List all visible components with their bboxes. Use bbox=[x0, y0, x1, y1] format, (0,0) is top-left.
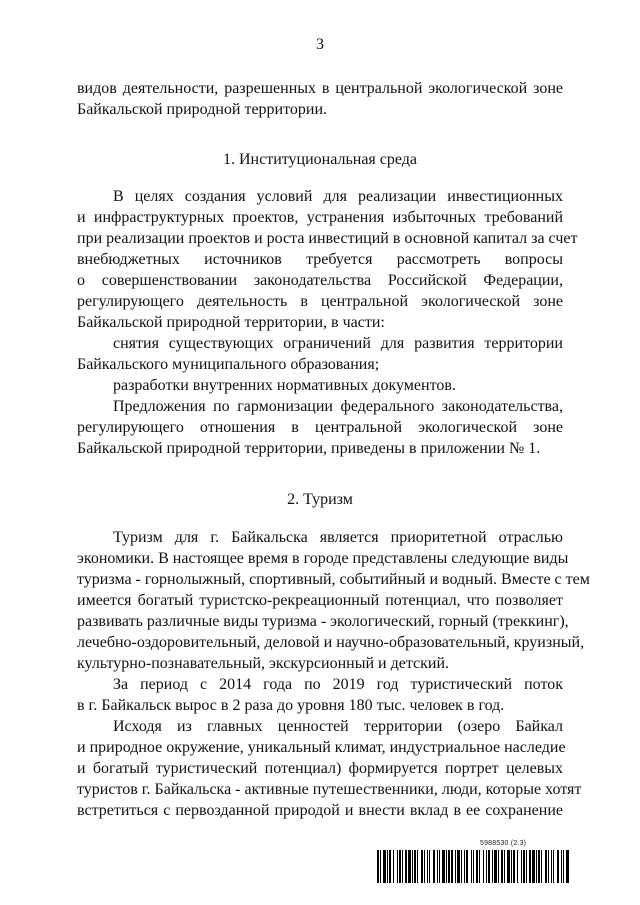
body-text-line: регулирующего деятельность в центральной экологической зоне bbox=[77, 293, 563, 310]
body-text-line: в г. Байкальск вырос в 2 раза до уровня 180 тыс. человек в год. bbox=[77, 697, 505, 714]
body-text-line: Исходя из главных ценностей территории (озеро Байкал bbox=[113, 718, 563, 735]
body-text-line: культурно-познавательный, экскурсионный и детский. bbox=[77, 655, 449, 672]
page-number: 3 bbox=[316, 36, 324, 53]
body-text-line: при реализации проектов и роста инвестиций в основной капитал за счет bbox=[77, 230, 578, 247]
body-text-line: и инфраструктурных проектов, устранения избыточных требований bbox=[77, 209, 563, 226]
body-text-line: и богатый туристический потенциал) формируется портрет целевых bbox=[77, 760, 563, 777]
body-text-line: Предложения по гармонизации федерального законодательства, bbox=[113, 398, 563, 415]
body-text-line: о совершенствовании законодательства Российской Федерации, bbox=[77, 272, 563, 289]
body-text-line: туристов г. Байкальска - активные путешественники, люди, которые хотят bbox=[77, 781, 582, 798]
body-text-line: развивать различные виды туризма - экологический, горный (треккинг), bbox=[77, 613, 569, 630]
body-text-line: разработки внутренних нормативных документов. bbox=[113, 377, 456, 394]
barcode-label: 5988530 (2.3) bbox=[480, 840, 527, 847]
body-text-line: За период с 2014 года по 2019 год туристический поток bbox=[113, 676, 563, 693]
body-text-line: имеется богатый туристско-рекреационный потенциал, что позволяет bbox=[77, 592, 563, 609]
body-text-line: Байкальской природной территории, приведены в приложении № 1. bbox=[77, 440, 541, 457]
section-heading: 1. Институциональная среда bbox=[222, 151, 418, 168]
body-text-line: регулирующего отношения в центральной экологической зоне bbox=[77, 419, 563, 436]
body-text-line: внебюджетных источников требуется рассмотреть вопросы bbox=[77, 251, 563, 268]
body-text-line: и природное окружение, уникальный климат, индустриальное наследие bbox=[77, 739, 566, 756]
body-text-line: экономики. В настоящее время в городе представлены следующие виды bbox=[77, 550, 569, 567]
body-text-line: снятия существующих ограничений для развития территории bbox=[113, 335, 563, 352]
body-text-line: встретиться с первозданной природой и внести вклад в ее сохранение bbox=[77, 802, 563, 819]
section-heading: 2. Туризм bbox=[287, 491, 353, 508]
body-text-line: туризма - горнолыжный, спортивный, событийный и водный. Вместе с тем bbox=[77, 571, 590, 588]
barcode-image bbox=[377, 850, 569, 883]
body-text-line: В целях создания условий для реализации инвестиционных bbox=[113, 188, 563, 205]
body-text-line: Байкальского муниципального образования; bbox=[77, 356, 380, 373]
body-text-line: видов деятельности, разрешенных в центральной экологической зоне bbox=[77, 80, 563, 97]
body-text-line: Туризм для г. Байкальска является приоритетной отраслью bbox=[113, 529, 563, 546]
body-text-line: Байкальской природной территории. bbox=[77, 101, 328, 118]
body-text-line: Байкальской природной территории, в части: bbox=[77, 314, 385, 331]
body-text-line: лечебно-оздоровительный, деловой и научно-образовательный, круизный, bbox=[77, 634, 585, 651]
